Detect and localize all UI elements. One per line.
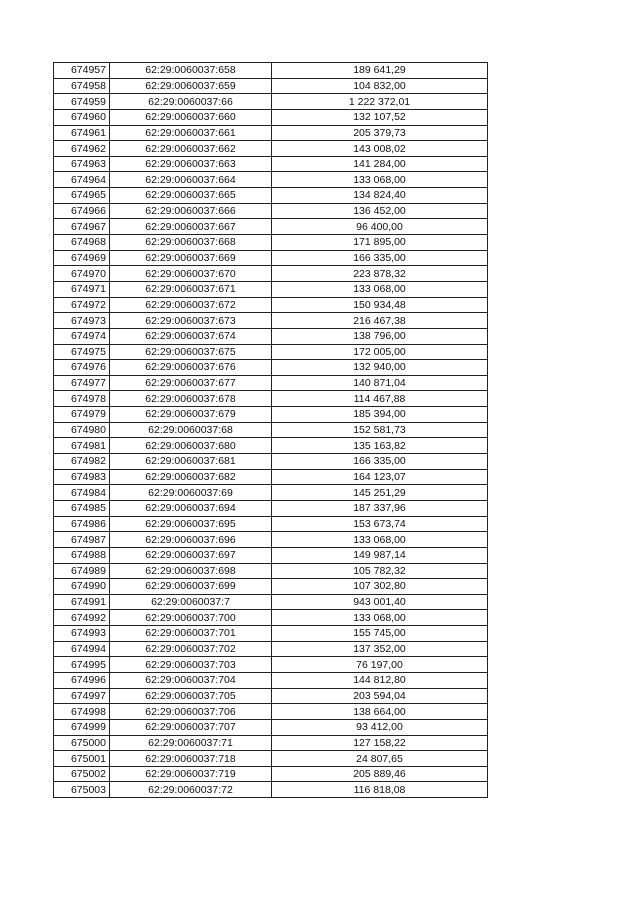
table-row — [54, 125, 488, 141]
cadastral-value-cell: 24 807,65 — [272, 751, 488, 767]
cadastral-number-cell: 62:29:0060037:661 — [110, 125, 272, 141]
row-number-cell: 674965 — [54, 188, 110, 204]
cadastral-number-cell: 62:29:0060037:660 — [110, 109, 272, 125]
row-number-cell: 674996 — [54, 672, 110, 688]
table-row — [54, 704, 488, 720]
cadastral-number-cell: 62:29:0060037:719 — [110, 766, 272, 782]
cadastral-number-cell: 62:29:0060037:680 — [110, 438, 272, 454]
cadastral-value-cell: 116 818,08 — [272, 782, 488, 798]
row-number-cell: 674997 — [54, 688, 110, 704]
cadastral-value-cell: 187 337,96 — [272, 500, 488, 516]
cadastral-number-cell: 62:29:0060037:674 — [110, 328, 272, 344]
row-number-cell: 674964 — [54, 172, 110, 188]
cadastral-number-cell: 62:29:0060037:696 — [110, 532, 272, 548]
row-number-cell: 674970 — [54, 266, 110, 282]
cadastral-number-cell: 62:29:0060037:701 — [110, 626, 272, 642]
row-number-cell: 674999 — [54, 719, 110, 735]
row-number-cell: 674979 — [54, 407, 110, 423]
table-row — [54, 78, 488, 94]
table-row — [54, 672, 488, 688]
cadastral-number-cell: 62:29:0060037:659 — [110, 78, 272, 94]
table-row — [54, 235, 488, 251]
row-number-cell: 674978 — [54, 391, 110, 407]
row-number-cell: 674988 — [54, 547, 110, 563]
cadastral-number-cell: 62:29:0060037:694 — [110, 500, 272, 516]
table-row — [54, 532, 488, 548]
cadastral-value-cell: 137 352,00 — [272, 641, 488, 657]
cadastral-value-cell: 150 934,48 — [272, 297, 488, 313]
cadastral-number-cell: 62:29:0060037:69 — [110, 485, 272, 501]
cadastral-number-cell: 62:29:0060037:697 — [110, 547, 272, 563]
cadastral-number-cell: 62:29:0060037:707 — [110, 719, 272, 735]
row-number-cell: 674971 — [54, 281, 110, 297]
table-row — [54, 391, 488, 407]
cadastral-number-cell: 62:29:0060037:677 — [110, 375, 272, 391]
cadastral-value-cell: 166 335,00 — [272, 454, 488, 470]
cadastral-value-cell: 136 452,00 — [272, 203, 488, 219]
table-row — [54, 751, 488, 767]
cadastral-value-cell: 143 008,02 — [272, 141, 488, 157]
cadastral-number-cell: 62:29:0060037:66 — [110, 94, 272, 110]
table-row — [54, 500, 488, 516]
cadastral-number-cell: 62:29:0060037:706 — [110, 704, 272, 720]
cadastral-value-cell: 185 394,00 — [272, 407, 488, 423]
row-number-cell: 674974 — [54, 328, 110, 344]
table-row — [54, 657, 488, 673]
row-number-cell: 674972 — [54, 297, 110, 313]
cadastral-value-cell: 96 400,00 — [272, 219, 488, 235]
cadastral-value-cell: 114 467,88 — [272, 391, 488, 407]
row-number-cell: 674973 — [54, 313, 110, 329]
cadastral-number-cell: 62:29:0060037:669 — [110, 250, 272, 266]
cadastral-number-cell: 62:29:0060037:695 — [110, 516, 272, 532]
cadastral-value-cell: 155 745,00 — [272, 626, 488, 642]
table-row — [54, 688, 488, 704]
cadastral-number-cell: 62:29:0060037:68 — [110, 422, 272, 438]
table-row — [54, 469, 488, 485]
table-row — [54, 766, 488, 782]
table-row — [54, 344, 488, 360]
cadastral-number-cell: 62:29:0060037:705 — [110, 688, 272, 704]
cadastral-value-cell: 138 664,00 — [272, 704, 488, 720]
cadastral-value-cell: 127 158,22 — [272, 735, 488, 751]
cadastral-value-cell: 104 832,00 — [272, 78, 488, 94]
cadastral-value-cell: 133 068,00 — [272, 172, 488, 188]
cadastral-value-cell: 134 824,40 — [272, 188, 488, 204]
cadastral-value-cell: 132 940,00 — [272, 360, 488, 376]
table-row — [54, 94, 488, 110]
row-number-cell: 674958 — [54, 78, 110, 94]
row-number-cell: 674967 — [54, 219, 110, 235]
table-row — [54, 719, 488, 735]
row-number-cell: 674989 — [54, 563, 110, 579]
row-number-cell: 674977 — [54, 375, 110, 391]
cadastral-number-cell: 62:29:0060037:673 — [110, 313, 272, 329]
table-row — [54, 172, 488, 188]
cadastral-number-cell: 62:29:0060037:672 — [110, 297, 272, 313]
table-row — [54, 360, 488, 376]
cadastral-value-cell: 205 889,46 — [272, 766, 488, 782]
table-row — [54, 328, 488, 344]
cadastral-value-cell: 76 197,00 — [272, 657, 488, 673]
cadastral-value-cell: 132 107,52 — [272, 109, 488, 125]
row-number-cell: 674976 — [54, 360, 110, 376]
row-number-cell: 674960 — [54, 109, 110, 125]
cadastral-value-cell: 172 005,00 — [272, 344, 488, 360]
cadastral-value-cell: 153 673,74 — [272, 516, 488, 532]
cadastral-number-cell: 62:29:0060037:698 — [110, 563, 272, 579]
row-number-cell: 674986 — [54, 516, 110, 532]
table-row — [54, 782, 488, 798]
table-row — [54, 375, 488, 391]
cadastral-value-cell: 149 987,14 — [272, 547, 488, 563]
cadastral-number-cell: 62:29:0060037:665 — [110, 188, 272, 204]
row-number-cell: 674968 — [54, 235, 110, 251]
row-number-cell: 674957 — [54, 63, 110, 79]
cadastral-value-cell: 152 581,73 — [272, 422, 488, 438]
cadastral-value-cell: 164 123,07 — [272, 469, 488, 485]
row-number-cell: 674983 — [54, 469, 110, 485]
table-row — [54, 547, 488, 563]
cadastral-number-cell: 62:29:0060037:664 — [110, 172, 272, 188]
cadastral-number-cell: 62:29:0060037:662 — [110, 141, 272, 157]
cadastral-value-cell: 107 302,80 — [272, 579, 488, 595]
cadastral-value-cell: 203 594,04 — [272, 688, 488, 704]
table-row — [54, 610, 488, 626]
cadastral-value-table — [53, 62, 488, 798]
cadastral-value-cell: 223 878,32 — [272, 266, 488, 282]
table-row — [54, 422, 488, 438]
cadastral-value-cell: 140 871,04 — [272, 375, 488, 391]
cadastral-value-cell: 144 812,80 — [272, 672, 488, 688]
table-row — [54, 516, 488, 532]
row-number-cell: 674984 — [54, 485, 110, 501]
table-body — [54, 63, 488, 798]
table-row — [54, 297, 488, 313]
table-row — [54, 579, 488, 595]
cadastral-value-cell: 145 251,29 — [272, 485, 488, 501]
cadastral-number-cell: 62:29:0060037:679 — [110, 407, 272, 423]
table-row — [54, 626, 488, 642]
cadastral-number-cell: 62:29:0060037:663 — [110, 156, 272, 172]
cadastral-number-cell: 62:29:0060037:699 — [110, 579, 272, 595]
cadastral-number-cell: 62:29:0060037:700 — [110, 610, 272, 626]
table-row — [54, 594, 488, 610]
table-row — [54, 407, 488, 423]
cadastral-value-cell: 171 895,00 — [272, 235, 488, 251]
cadastral-number-cell: 62:29:0060037:7 — [110, 594, 272, 610]
table-row — [54, 156, 488, 172]
row-number-cell: 674961 — [54, 125, 110, 141]
table-row — [54, 219, 488, 235]
row-number-cell: 675001 — [54, 751, 110, 767]
table-row — [54, 203, 488, 219]
row-number-cell: 674992 — [54, 610, 110, 626]
cadastral-number-cell: 62:29:0060037:675 — [110, 344, 272, 360]
row-number-cell: 674969 — [54, 250, 110, 266]
row-number-cell: 674998 — [54, 704, 110, 720]
cadastral-number-cell: 62:29:0060037:658 — [110, 63, 272, 79]
table-row — [54, 109, 488, 125]
row-number-cell: 674959 — [54, 94, 110, 110]
cadastral-number-cell: 62:29:0060037:670 — [110, 266, 272, 282]
cadastral-value-cell: 141 284,00 — [272, 156, 488, 172]
cadastral-value-cell: 216 467,38 — [272, 313, 488, 329]
cadastral-number-cell: 62:29:0060037:676 — [110, 360, 272, 376]
row-number-cell: 674966 — [54, 203, 110, 219]
row-number-cell: 675002 — [54, 766, 110, 782]
table-row — [54, 281, 488, 297]
row-number-cell: 674995 — [54, 657, 110, 673]
cadastral-number-cell: 62:29:0060037:704 — [110, 672, 272, 688]
table-row — [54, 250, 488, 266]
row-number-cell: 674991 — [54, 594, 110, 610]
table-row — [54, 641, 488, 657]
cadastral-value-cell: 133 068,00 — [272, 532, 488, 548]
table-row — [54, 141, 488, 157]
row-number-cell: 675000 — [54, 735, 110, 751]
cadastral-number-cell: 62:29:0060037:671 — [110, 281, 272, 297]
row-number-cell: 675003 — [54, 782, 110, 798]
cadastral-value-cell: 93 412,00 — [272, 719, 488, 735]
row-number-cell: 674987 — [54, 532, 110, 548]
cadastral-number-cell: 62:29:0060037:666 — [110, 203, 272, 219]
cadastral-value-cell: 135 163,82 — [272, 438, 488, 454]
cadastral-number-cell: 62:29:0060037:71 — [110, 735, 272, 751]
row-number-cell: 674980 — [54, 422, 110, 438]
row-number-cell: 674994 — [54, 641, 110, 657]
cadastral-number-cell: 62:29:0060037:72 — [110, 782, 272, 798]
row-number-cell: 674985 — [54, 500, 110, 516]
row-number-cell: 674963 — [54, 156, 110, 172]
row-number-cell: 674981 — [54, 438, 110, 454]
table-row — [54, 485, 488, 501]
row-number-cell: 674962 — [54, 141, 110, 157]
row-number-cell: 674990 — [54, 579, 110, 595]
table-row — [54, 438, 488, 454]
table-row — [54, 266, 488, 282]
cadastral-value-cell: 166 335,00 — [272, 250, 488, 266]
cadastral-number-cell: 62:29:0060037:667 — [110, 219, 272, 235]
cadastral-number-cell: 62:29:0060037:703 — [110, 657, 272, 673]
cadastral-value-cell: 138 796,00 — [272, 328, 488, 344]
cadastral-value-cell: 943 001,40 — [272, 594, 488, 610]
cadastral-value-cell: 105 782,32 — [272, 563, 488, 579]
table-row — [54, 188, 488, 204]
table-row — [54, 454, 488, 470]
cadastral-value-cell: 205 379,73 — [272, 125, 488, 141]
cadastral-value-cell: 189 641,29 — [272, 63, 488, 79]
table-row — [54, 735, 488, 751]
table-row — [54, 313, 488, 329]
cadastral-value-cell: 133 068,00 — [272, 281, 488, 297]
cadastral-value-cell: 133 068,00 — [272, 610, 488, 626]
cadastral-number-cell: 62:29:0060037:718 — [110, 751, 272, 767]
table-row — [54, 63, 488, 79]
cadastral-number-cell: 62:29:0060037:668 — [110, 235, 272, 251]
cadastral-number-cell: 62:29:0060037:682 — [110, 469, 272, 485]
cadastral-number-cell: 62:29:0060037:678 — [110, 391, 272, 407]
row-number-cell: 674993 — [54, 626, 110, 642]
cadastral-value-cell: 1 222 372,01 — [272, 94, 488, 110]
table-row — [54, 563, 488, 579]
row-number-cell: 674982 — [54, 454, 110, 470]
cadastral-number-cell: 62:29:0060037:681 — [110, 454, 272, 470]
row-number-cell: 674975 — [54, 344, 110, 360]
cadastral-number-cell: 62:29:0060037:702 — [110, 641, 272, 657]
